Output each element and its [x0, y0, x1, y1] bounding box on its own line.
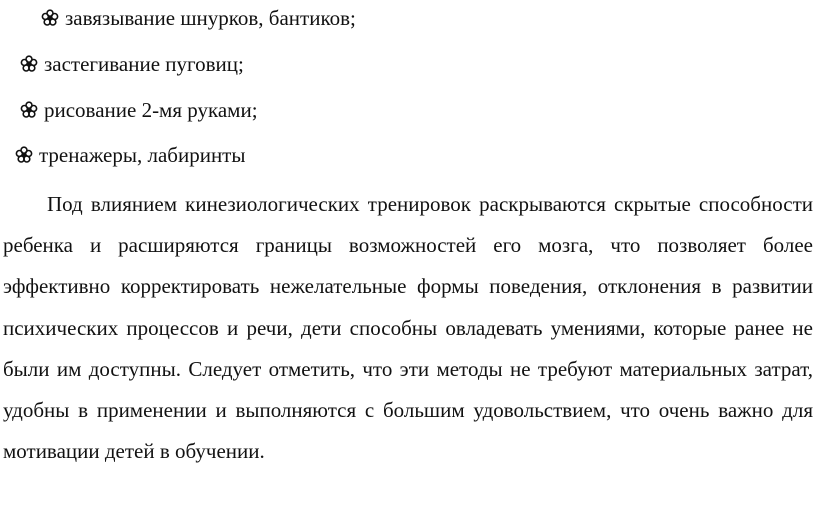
flower-bullet-icon	[20, 101, 38, 119]
flower-bullet-icon	[20, 55, 38, 73]
bullet-text: тренажеры, лабиринты	[39, 143, 246, 167]
bullet-item	[20, 49, 244, 79]
bullet-item	[41, 3, 356, 33]
bullet-text: застегивание пуговиц;	[44, 52, 244, 76]
bullet-text: завязывание шнурков, бантиков;	[65, 6, 356, 30]
bullet-item	[15, 140, 245, 170]
flower-bullet-icon	[15, 146, 33, 164]
body-paragraph: Под влиянием кинезиологических тренировок раскрываются скрытые способности ребенка и расширяются границы возможностей его мозга, что позволяет более эффективно корректировать нежелательные формы поведения, отклонения в развитии психических процессов и речи, дети способны овладевать умениями, которые ранее не были им доступны. Следует отметить, что эти методы не требуют материальных затрат, удобны в применении и выполняются с большим удовольствием, что очень важно для мотивации детей в обучении.	[3, 192, 813, 464]
bullet-item	[20, 95, 258, 125]
flower-bullet-icon	[41, 9, 59, 27]
bullet-text: рисование 2-мя руками;	[44, 98, 258, 122]
